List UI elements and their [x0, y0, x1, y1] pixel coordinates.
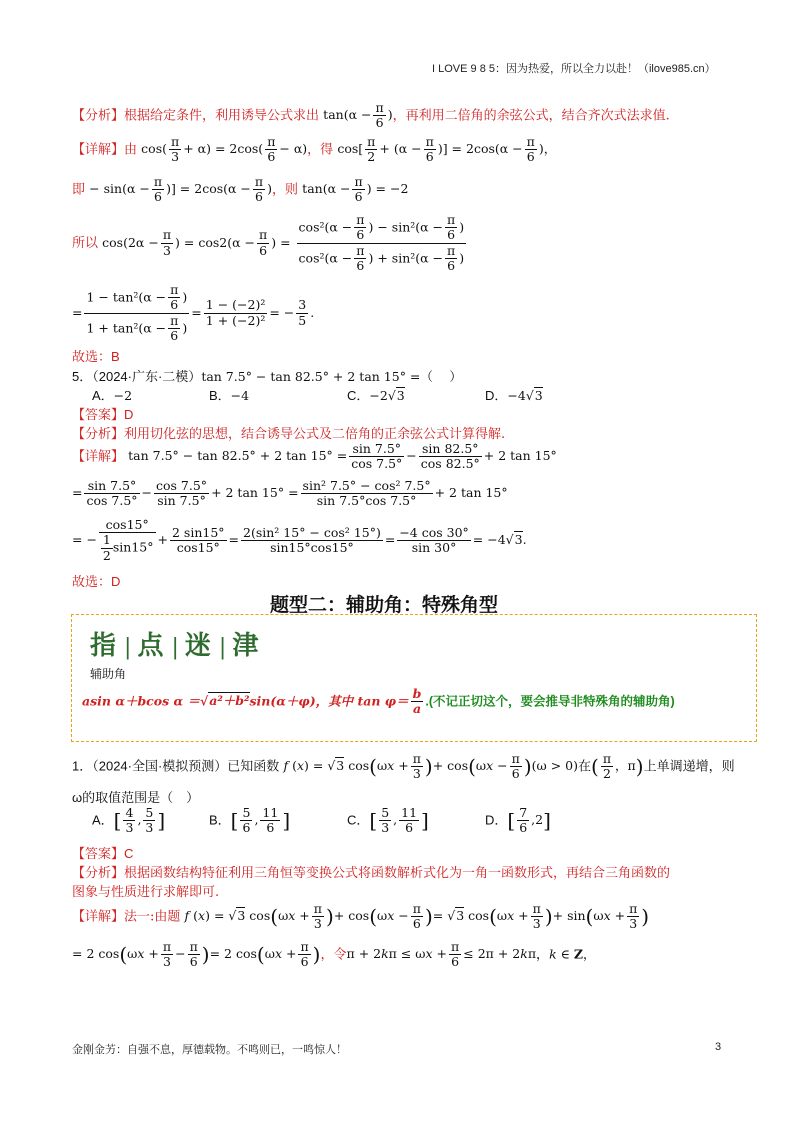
detail-line-3: 所以 cos(2α − $\frac{\pi}{3}$ ) = cos2(α − $\frac{\pi}{6}$ ) = cos²(α − $\frac{\pi}{6}$ ) − sin²(α − $\frac{\pi}{6}$ ) cos²(α − $\frac{\pi}{6}$ ) + sin²(α − $\frac{\pi}{6}$ ) — [72, 212, 465, 274]
q1-option-d: D．[ $\frac{7}{6}$ ,2] — [485, 805, 551, 836]
detail-label: 【详解】 — [72, 142, 125, 158]
q5-analysis-text: 利用切化弦的思想，结合诱导公式及二倍角的正余弦公式计算得解. — [124, 427, 506, 442]
word-ji: 即 — [72, 182, 86, 198]
q5-option-b-label: B． — [209, 388, 231, 403]
question-1: 1．（2024·全国·模拟预测）已知函数 f (x) = √3 cos(ωx + $\frac{\pi}{3}$ )+ cos(ωx − $\frac{\pi}{6}$ )(ω > 0)在( $\frac{\pi}{2}$ ，π)上单调递增，则 — [72, 751, 735, 782]
q1-detail-line-1: 【详解】法一:由题 f (x) = √3 cos(ωx + $\frac{\pi}{3}$ )+ cos(ωx − $\frac{\pi}{6}$ )= √3 cos(ωx + $\frac{\pi}{3}$ )+ sin(ωx + $\frac{\pi}{3}$ ) — [72, 901, 650, 932]
q5-detail-line-2: = $\frac{\sin 7.5^\circ}{\cos 7.5^\circ}$ − $\frac{\cos 7.5^\circ}{\sin 7.5^\circ}$ + 2 tan 15° = $\frac{\text{sin² 7.5° − cos² 7.5°}}{\sin 7.5^\circ\cos 7.5^\circ}$ + 2 tan 15° — [72, 478, 508, 509]
analysis-label: 【分析】 — [72, 108, 125, 124]
q5-option-d-label: D． — [485, 388, 508, 403]
q5-option-c-label: C． — [347, 388, 370, 403]
answer-line-4: 故选：B — [72, 349, 120, 364]
detail-line-2: 即 − sin(α − $\frac{\pi}{6}$ )] = 2cos(α − $\frac{\pi}{6}$ )，则 tan(α − $\frac{\pi}{6}$ ) = −2 — [72, 174, 409, 205]
page-footer: 金刚金艻：自强不息，厚德载物。不鸣则已，一鸣惊人！ — [72, 1044, 347, 1056]
analysis-text-2: ，再利用二倍角的余弦公式，结合齐次式法求值. — [392, 108, 670, 124]
q5-answer: 【答案】D — [72, 407, 134, 422]
q1-word-ling: ，令 — [320, 947, 347, 963]
q5-analysis-label: 【分析】 — [72, 427, 125, 442]
word-de: ，得 — [307, 142, 334, 158]
q1-analysis-label: 【分析】 — [72, 866, 125, 881]
q5-option-c: C．−2√3 — [347, 388, 405, 403]
q5-analysis — [72, 423, 505, 442]
q1-line-2: ω的取值范围是（ ） — [72, 790, 200, 805]
analysis-text: 根据给定条件，利用诱导公式求出 — [124, 108, 320, 124]
q5-options: A．−2 — [92, 388, 133, 403]
q1-option-c: C．[ $\frac{5}{3}$ , $\frac{11}{6}$ ] — [347, 805, 429, 836]
detail-line-4: = 1 − tan²(α − $\frac{\pi}{6}$ ) 1 + tan²(α − $\frac{\pi}{6}$ ) = $\frac{\text{1 − (−2)²}}{\text{1 + (−2)²}}$ = − $\frac{3}{5}$ . — [72, 282, 315, 344]
q1-option-b: B．[ $\frac{5}{6}$ , $\frac{11}{6}$ ] — [209, 805, 291, 836]
q1-detail-line-2: = 2 cos(ωx + $\frac{\pi}{3}$ − $\frac{\pi}{6}$ )= 2 cos(ωx + $\frac{\pi}{6}$ )，令π + 2kπ ≤ ωx + $\frac{\pi}{6}$ ≤ 2π + 2kπ，k ∈ Z， — [72, 939, 596, 970]
word-you: 由 — [124, 142, 138, 158]
tip-formula: asin α＋bcos α ＝√a²＋b²sin(α＋φ)，其中 tan φ＝ $\frac{b}{a}$ .(不记正切这个，要会推导非特殊角的辅助角) — [82, 686, 675, 717]
tip-heading: 指 | 点 | 迷 | 津 — [90, 631, 261, 661]
q5-option-b: B．−4 — [209, 388, 250, 403]
q5-option-a-label: A． — [92, 388, 114, 403]
tip-word-2: 点 — [137, 631, 166, 661]
q5-detail-label: 【详解】 — [72, 449, 125, 465]
q1-detail-text: 法一:由题 — [124, 909, 181, 925]
tip-formula-mid: sin(α＋φ)，其中 tan φ＝ — [249, 693, 409, 709]
q1-option-c-label: C． — [347, 812, 370, 828]
q5-detail-line-1: 【详解】 tan 7.5° − tan 82.5° + 2 tan 15° = $\frac{\sin 7.5^\circ}{\cos 7.5^\circ}$ − $\frac{\sin 82.5^\circ}{\cos 82.5^\circ}$ + 2 tan 15° — [72, 441, 557, 472]
word-suoyi: 所以 — [72, 235, 99, 251]
tip-word-1: 指 — [90, 631, 119, 661]
q1-analysis-text-1: 根据函数结构特征利用三角恒等变换公式将函数解析式化为一角一函数形式，再结合三角函数的 — [124, 866, 671, 881]
q1-option-a-label: A． — [92, 812, 114, 828]
q1-option-d-label: D． — [485, 812, 508, 828]
q1-stem-mid: 在 — [578, 758, 592, 774]
page-number: 3 — [715, 1041, 722, 1053]
detail-line-1: 【详解】由 cos( $\frac{\pi}{3}$ + α) = 2cos( $\frac{\pi}{6}$ − α)，得 cos[ $\frac{\pi}{2}$ + (α − $\frac{\pi}{6}$ )] = 2cos(α − $\frac{\pi}{6}$ )， — [72, 134, 557, 165]
q1-option-b-label: B． — [209, 812, 231, 828]
question-5: 5．（2024·广东·二模）tan 7.5° − tan 82.5° + 2 tan 15° =（ ） — [72, 369, 462, 384]
q1-option-a: A．[ $\frac{4}{3}$ , $\frac{5}{3}$ ] — [92, 805, 166, 836]
q5-final-answer: 故选：D — [72, 574, 121, 589]
q1-detail-label: 【详解】 — [72, 909, 125, 925]
q1-analysis-text-2: 图象与性质进行求解即可. — [72, 885, 220, 900]
tip-note: .(不记正切这个，要会推导非特殊角的辅助角) — [425, 694, 675, 709]
q1-answer: 【答案】C — [72, 846, 134, 861]
tip-word-4: 津 — [232, 631, 261, 661]
section-title: 题型二：辅助角：特殊角型 — [270, 594, 499, 616]
q1-comma: ， — [536, 947, 550, 963]
tip-box — [71, 614, 757, 742]
q5-stem: 5．（2024·广东·二模） — [72, 369, 202, 384]
q1-analysis — [72, 862, 670, 881]
q1-stem-prefix: 1．（2024·全国·模拟预测）已知函数 — [72, 758, 280, 774]
word-ze: ，则 — [272, 182, 299, 198]
analysis-line: 【分析】根据给定条件，利用诱导公式求出 tan(α − $\frac{\pi}{6}$ )，再利用二倍角的余弦公式，结合齐次式法求值. — [72, 100, 670, 131]
page-header: I LOVE 9 8 5：因为热爱，所以全力以赴！（ilove985.cn） — [432, 63, 716, 75]
tip-word-3: 迷 — [184, 631, 213, 661]
tip-subtitle: 辅助角 — [90, 667, 127, 681]
q1-stem-suffix: 上单调递增，则 — [643, 758, 735, 774]
q5-detail-line-3: = − cos15° $\frac{1}{2}$ sin15° + $\frac{2 \sin 15^\circ}{\cos 15^\circ}$ = $\frac{\text{2(sin² 15° − cos² 15°)}}{\sin 15^\circ\cos 15^\circ}$ = $\frac{-4 \cos 30^\circ}{\sin 30^\circ}$ = −4√3. — [72, 517, 527, 563]
q5-option-d: D．−4√3 — [485, 388, 543, 403]
tip-formula-left: asin α＋bcos α ＝ — [82, 693, 200, 709]
